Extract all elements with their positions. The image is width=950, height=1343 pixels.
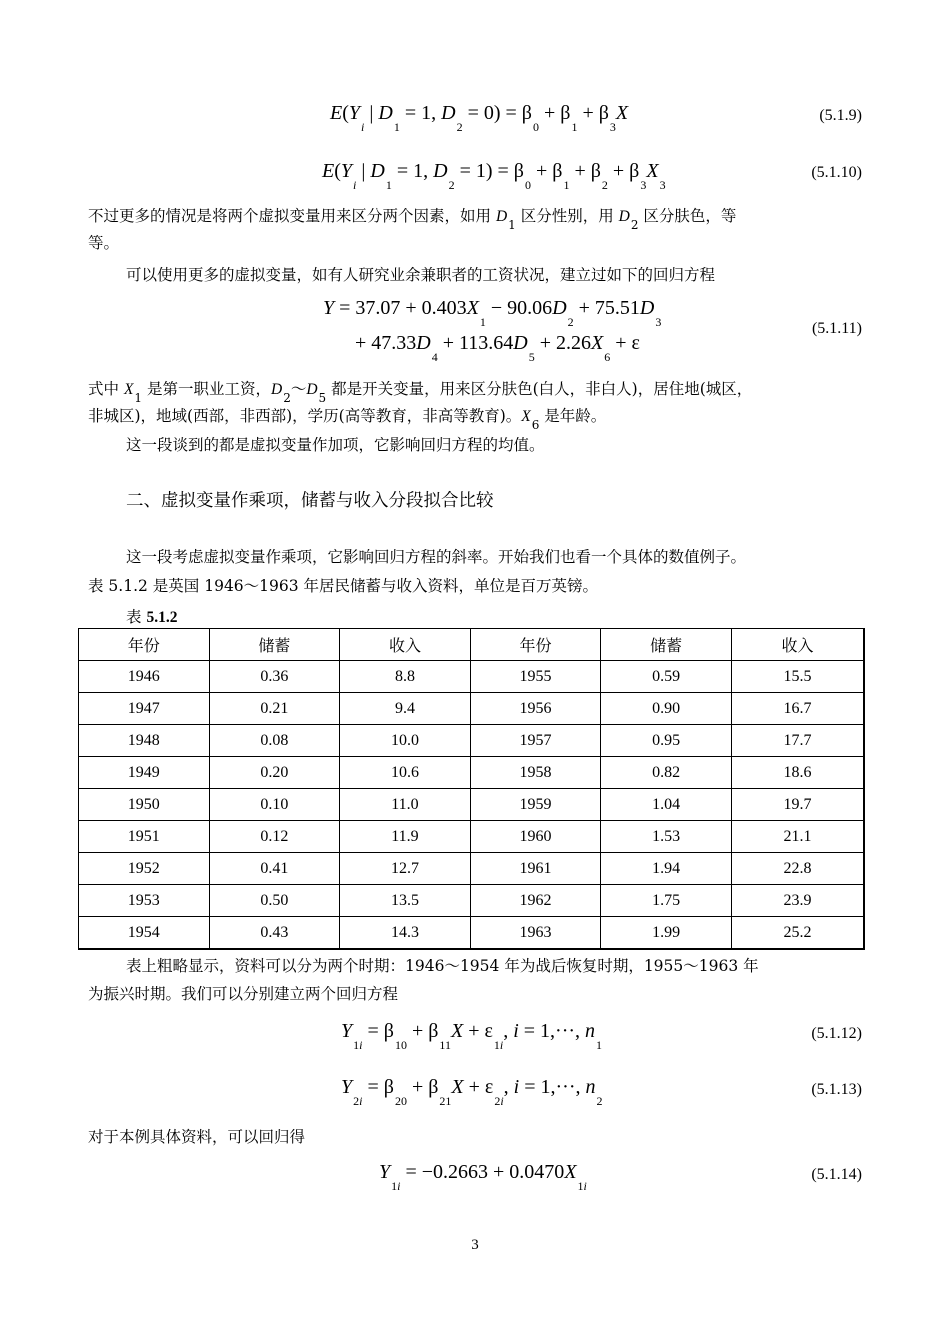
- equation-5-1-14: $Y_{1i} = -0.2663 + 0.0470X_{1i}$: [379, 1161, 587, 1193]
- column-header: 储蓄: [601, 629, 732, 661]
- table-row: [79, 789, 865, 821]
- table-cell: 8.8: [340, 661, 471, 693]
- table-cell: 1961: [470, 853, 601, 885]
- table-cell: 0.08: [209, 725, 340, 757]
- paragraph: 这一段谈到的都是虚拟变量作加项，它影响回归方程的均值。: [126, 436, 545, 454]
- table-cell: 1958: [470, 757, 601, 789]
- savings-income-table: [78, 628, 865, 950]
- table-cell: 1956: [470, 693, 601, 725]
- equation-number: (5.1.10): [811, 164, 862, 181]
- table-cell: 23.9: [731, 885, 864, 917]
- table-cell: 1.94: [601, 853, 732, 885]
- table-cell: 1955: [470, 661, 601, 693]
- table-cell: 1951: [79, 821, 210, 853]
- paragraph-line: 式中 $X_1$ 是第一职业工资，$D_2\sim D_5$ 都是开关变量，用来区分肤色(白人，非白人)，居住地(城区，: [88, 380, 753, 405]
- table-cell: 10.0: [340, 725, 471, 757]
- table-cell: 11.0: [340, 789, 471, 821]
- table-cell: 1.53: [601, 821, 732, 853]
- paragraph-line: 为振兴时期。我们可以分别建立两个回归方程: [88, 985, 399, 1003]
- equation-5-1-12: $Y_{1i} = \beta_{10} + \beta_{11}X + \varepsilon_{1i}$, i = 1,···, $n_1$: [341, 1020, 603, 1052]
- paragraph-line: 不过更多的情况是将两个虚拟变量用来区分两个因素，如用 $D_1$ 区分性别，用 $D_2$ 区分肤色，等: [88, 207, 737, 232]
- table-cell: 1947: [79, 693, 210, 725]
- equation-number: (5.1.11): [811, 320, 862, 337]
- paragraph-line: 这一段考虑虚拟变量作乘项，它影响回归方程的斜率。开始我们也看一个具体的数值例子。: [126, 548, 747, 566]
- table-row: [79, 725, 865, 757]
- table-cell: 10.6: [340, 757, 471, 789]
- table-row: [79, 693, 865, 725]
- paragraph-line: 非城区)，地域(西部，非西部)，学历(高等教育，非高等教育)。$X_6$ 是年龄。: [88, 407, 607, 432]
- table-header-row: [79, 629, 865, 661]
- table-cell: 0.43: [209, 917, 340, 950]
- paragraph-line: 表 5.1.2 是英国 1946～1963 年居民储蓄与收入资料，单位是百万英镑。: [88, 577, 599, 595]
- table-cell: 1957: [470, 725, 601, 757]
- table-row: [79, 885, 865, 917]
- section-heading: 二、虚拟变量作乘项，储蓄与收入分段拟合比较: [126, 491, 494, 511]
- table-cell: 0.12: [209, 821, 340, 853]
- table-cell: 1946: [79, 661, 210, 693]
- table-row: [79, 917, 865, 950]
- table-cell: 25.2: [731, 917, 864, 950]
- paragraph-line: 等。: [88, 234, 120, 252]
- equation-number: (5.1.13): [811, 1081, 862, 1098]
- table-cell: 1949: [79, 757, 210, 789]
- table-cell: 0.90: [601, 693, 732, 725]
- table-cell: 22.8: [731, 853, 864, 885]
- table-cell: 0.95: [601, 725, 732, 757]
- table-cell: 1952: [79, 853, 210, 885]
- table-cell: 19.7: [731, 789, 864, 821]
- table-caption: 表 5.1.2: [126, 608, 178, 626]
- column-header: 年份: [470, 629, 601, 661]
- equation-number: (5.1.9): [819, 107, 862, 124]
- paragraph-line: 表上粗略显示，资料可以分为两个时期：1946～1954 年为战后恢复时期，1955～1963 年: [126, 957, 759, 975]
- equation-number: (5.1.14): [811, 1166, 862, 1183]
- column-header: 储蓄: [209, 629, 340, 661]
- table-cell: 0.50: [209, 885, 340, 917]
- table-cell: 0.36: [209, 661, 340, 693]
- table-cell: 18.6: [731, 757, 864, 789]
- table-cell: 1963: [470, 917, 601, 950]
- column-header: 收入: [340, 629, 471, 661]
- table-cell: 1948: [79, 725, 210, 757]
- column-header: 年份: [79, 629, 210, 661]
- table-row: [79, 661, 865, 693]
- table-cell: 1960: [470, 821, 601, 853]
- table-row: [79, 757, 865, 789]
- table-cell: 17.7: [731, 725, 864, 757]
- table-row: [79, 821, 865, 853]
- table-cell: 1.04: [601, 789, 732, 821]
- table-cell: 1954: [79, 917, 210, 950]
- paragraph: 对于本例具体资料，可以回归得: [88, 1128, 306, 1146]
- table-cell: 12.7: [340, 853, 471, 885]
- paragraph: 可以使用更多的虚拟变量，如有人研究业余兼职者的工资状况，建立过如下的回归方程: [126, 266, 716, 284]
- table-cell: 0.20: [209, 757, 340, 789]
- table-cell: 15.5: [731, 661, 864, 693]
- table-cell: 1959: [470, 789, 601, 821]
- table-cell: 16.7: [731, 693, 864, 725]
- page-number: 3: [471, 1237, 479, 1253]
- equation-5-1-11-line2: + $47.33D_4 + 113.64D_5 + 2.26X_6 + \varepsilon$: [355, 332, 640, 364]
- table-cell: 11.9: [340, 821, 471, 853]
- table-row: [79, 853, 865, 885]
- table-cell: 1953: [79, 885, 210, 917]
- table-cell: 9.4: [340, 693, 471, 725]
- table-cell: 1.75: [601, 885, 732, 917]
- table-cell: 0.41: [209, 853, 340, 885]
- equation-number: (5.1.12): [811, 1025, 862, 1042]
- table-cell: 13.5: [340, 885, 471, 917]
- table-cell: 0.21: [209, 693, 340, 725]
- table-cell: 1.99: [601, 917, 732, 950]
- table-cell: 21.1: [731, 821, 864, 853]
- table-cell: 1962: [470, 885, 601, 917]
- equation-5-1-10: $E(Y_i$ | $D_1 = 1$, $D_2 = 1) = \beta_0 + \beta_1 + \beta_2 + \beta_3X_3$: [322, 160, 666, 192]
- equation-5-1-11-line1: $Y = 37.07 + 0.403X_1 - 90.06D_2 + 75.51D_3$: [323, 297, 662, 329]
- table-cell: 1950: [79, 789, 210, 821]
- column-header: 收入: [731, 629, 864, 661]
- equation-5-1-9: $E(Y_i$ | $D_1 = 1$, $D_2 = 0) = \beta_0 + \beta_1 + \beta_3X$: [330, 102, 629, 134]
- table-cell: 0.10: [209, 789, 340, 821]
- table-cell: 0.59: [601, 661, 732, 693]
- table-cell: 0.82: [601, 757, 732, 789]
- table-cell: 14.3: [340, 917, 471, 950]
- equation-5-1-13: $Y_{2i} = \beta_{20} + \beta_{21}X + \varepsilon_{2i}$, i = 1,···, $n_2$: [341, 1076, 603, 1108]
